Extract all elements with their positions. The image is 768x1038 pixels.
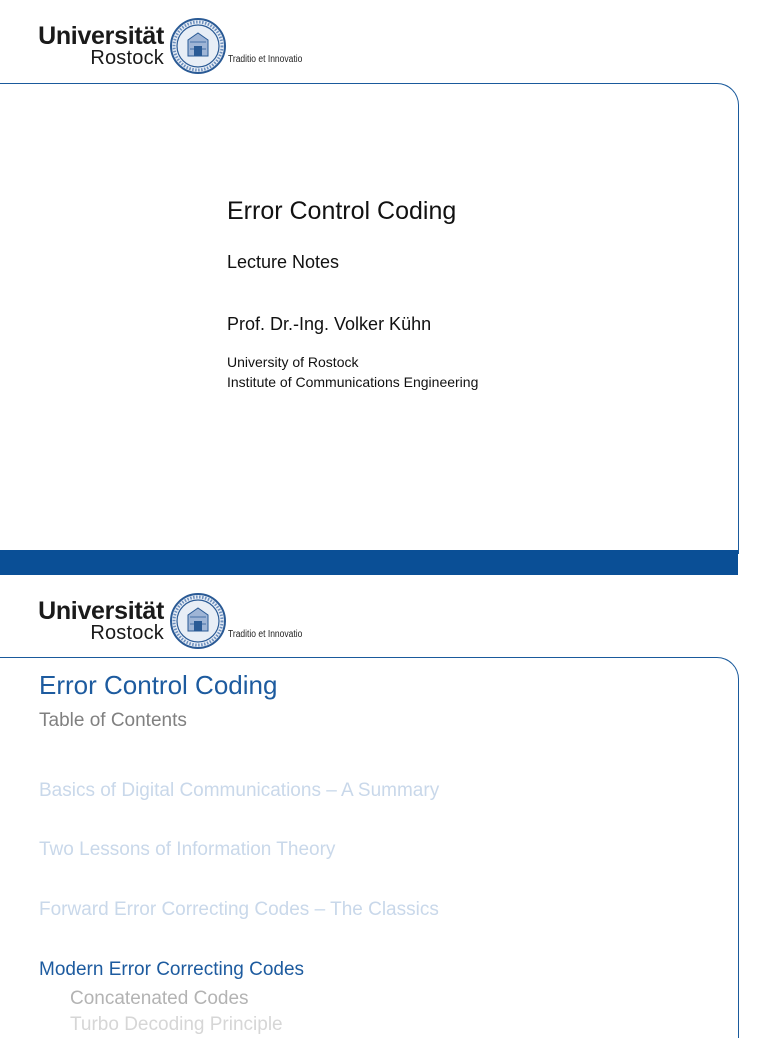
slide-subtitle: Table of Contents: [39, 710, 187, 731]
toc-slide: [0, 575, 768, 1035]
toc-item: Two Lessons of Information Theory: [39, 839, 336, 860]
institution-line-2: Institute of Communications Engineering: [227, 374, 479, 390]
logo-city-text: Rostock: [90, 622, 164, 644]
slide-subtitle: Lecture Notes: [227, 252, 340, 272]
footer-bar: [0, 550, 738, 575]
university-seal-icon: [168, 16, 228, 76]
university-seal-icon: [168, 591, 228, 651]
logo-motto: Traditio et Innovatio: [228, 54, 303, 65]
logo-city-text: Rostock: [90, 47, 164, 69]
toc-item: Basics of Digital Communications – A Summary: [39, 780, 440, 801]
logo-university-text: Universität: [38, 22, 164, 50]
logo-motto: Traditio et Innovatio: [228, 629, 303, 640]
logo-university-text: Universität: [38, 597, 164, 625]
toc-item-active: Modern Error Correcting Codes: [39, 959, 305, 980]
author-name: Prof. Dr.-Ing. Volker Kühn: [227, 314, 432, 334]
toc-item: Forward Error Correcting Codes – The Classics: [39, 899, 439, 920]
slide-title: Error Control Coding: [39, 670, 278, 700]
toc-subsection: Turbo Decoding Principle: [70, 1014, 283, 1035]
slide-title: Error Control Coding: [227, 197, 457, 225]
toc-subsection: Concatenated Codes: [70, 988, 249, 1009]
institution-line-1: University of Rostock: [227, 354, 359, 370]
